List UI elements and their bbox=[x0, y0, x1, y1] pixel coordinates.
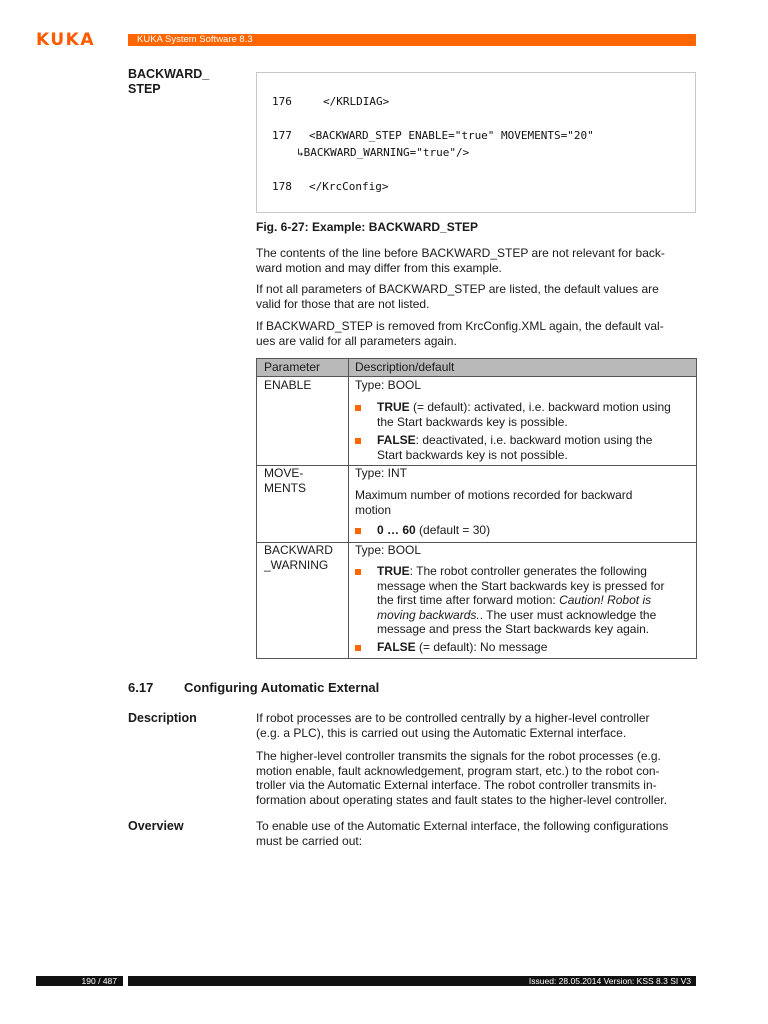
paragraph bbox=[256, 246, 696, 275]
paragraph-line: ues are valid for all parameters again. bbox=[256, 333, 457, 348]
param-name-movements bbox=[264, 466, 306, 495]
value-text: message when the Start backwards key is pressed for bbox=[377, 578, 665, 593]
value-text: (= default): No message bbox=[415, 640, 548, 654]
header-title: KUKA System Software 8.3 bbox=[137, 34, 253, 45]
code-line-text: <BACKWARD_STEP ENABLE="true" MOVEMENTS="20" bbox=[309, 129, 594, 142]
value-text: (default = 30) bbox=[415, 523, 491, 537]
paragraph-line: valid for those that are not listed. bbox=[256, 296, 430, 311]
description-line: Maximum number of motions recorded for backward bbox=[355, 488, 633, 502]
param-name-backward-warning bbox=[264, 543, 333, 572]
paragraph-line: ward motion and may differ from this example. bbox=[256, 260, 502, 275]
parameter-table bbox=[256, 358, 697, 659]
paragraph-line: To enable use of the Automatic External interface, the following configurations bbox=[256, 819, 669, 833]
value-text: : deactivated, i.e. backward motion using the bbox=[415, 433, 653, 447]
message-text: Caution! Robot is bbox=[559, 593, 652, 607]
value-text: the first time after forward motion: bbox=[377, 593, 560, 607]
value-keyword: FALSE bbox=[377, 640, 416, 654]
code-line-number: 176 bbox=[272, 95, 292, 108]
paragraph-line: If not all parameters of BACKWARD_STEP are listed, the default values are bbox=[256, 282, 659, 296]
paragraph-line: motion enable, fault acknowledgement, program start, etc.) to the robot con- bbox=[256, 763, 660, 778]
param-description bbox=[355, 488, 690, 517]
code-line-text: </KrcConfig> bbox=[309, 180, 389, 193]
page-number: 190 / 487 bbox=[36, 976, 123, 986]
value-keyword: TRUE bbox=[377, 400, 410, 414]
value-keyword: TRUE bbox=[377, 564, 410, 578]
bullet-icon bbox=[355, 405, 361, 411]
bullet-icon bbox=[355, 528, 361, 534]
code-line-number: 178 bbox=[272, 180, 292, 193]
param-name-line: _WARNING bbox=[264, 557, 329, 572]
side-label-line1: BACKWARD_ bbox=[128, 67, 210, 81]
message-text: moving backwards. bbox=[377, 607, 480, 622]
table-header-parameter: Parameter bbox=[264, 360, 321, 374]
table-header-description: Description/default bbox=[355, 360, 455, 374]
paragraph bbox=[256, 711, 696, 740]
value-text: the Start backwards key is possible. bbox=[377, 414, 568, 429]
side-label-backward-step bbox=[128, 67, 209, 97]
issue-info: Issued: 28.05.2014 Version: KSS 8.3 SI V3 bbox=[128, 976, 696, 986]
value-text: message and press the Start backwards key again. bbox=[377, 622, 650, 636]
table-divider bbox=[348, 359, 349, 658]
paragraph-line: formation about operating states and fault states to the higher-level controller. bbox=[256, 792, 667, 807]
param-type: Type: BOOL bbox=[355, 543, 422, 557]
value-keyword: FALSE bbox=[377, 433, 416, 447]
paragraph-line: If BACKWARD_STEP is removed from KrcConfig.XML again, the default val- bbox=[256, 319, 664, 333]
code-line-continuation: ↳BACKWARD_WARNING="true"/> bbox=[297, 146, 470, 159]
param-type: Type: INT bbox=[355, 466, 408, 480]
value-keyword: 0 … 60 bbox=[377, 523, 416, 537]
header-title-bar bbox=[128, 34, 696, 46]
param-name-line: BACKWARD bbox=[264, 543, 333, 557]
side-label-overview: Overview bbox=[128, 819, 184, 833]
paragraph-line: troller via the Automatic External interface. The robot controller transmits in- bbox=[256, 778, 657, 792]
paragraph bbox=[256, 819, 696, 848]
value-text: : The robot controller generates the following bbox=[409, 564, 647, 578]
side-label-description: Description bbox=[128, 711, 197, 725]
description-line: motion bbox=[355, 502, 392, 517]
figure-caption: Fig. 6-27: Example: BACKWARD_STEP bbox=[256, 220, 479, 234]
paragraph bbox=[256, 749, 696, 807]
bullet-icon bbox=[355, 645, 361, 651]
paragraph bbox=[256, 282, 696, 311]
kuka-logo: KUKA bbox=[36, 30, 96, 50]
paragraph-line: must be carried out: bbox=[256, 833, 363, 848]
side-label-line2: STEP bbox=[128, 82, 161, 96]
paragraph-line: The higher-level controller transmits the signals for the robot processes (e.g. bbox=[256, 749, 661, 763]
code-line-number: 177 bbox=[272, 129, 292, 142]
section-number: 6.17 bbox=[128, 680, 154, 695]
bullet-icon bbox=[355, 569, 361, 575]
param-name-line: MOVE- bbox=[264, 466, 304, 480]
param-type: Type: BOOL bbox=[355, 378, 422, 392]
paragraph-line: If robot processes are to be controlled centrally by a higher-level controller bbox=[256, 711, 650, 725]
code-example-box bbox=[256, 72, 696, 213]
bullet-icon bbox=[355, 438, 361, 444]
param-name-line: MENTS bbox=[264, 480, 306, 495]
value-text: . The user must acknowledge the bbox=[479, 607, 657, 622]
section-title: Configuring Automatic External bbox=[184, 680, 380, 695]
paragraph-line: (e.g. a PLC), this is carried out using the Automatic External interface. bbox=[256, 725, 627, 740]
value-text: (= default): activated, i.e. backward motion using bbox=[409, 400, 671, 414]
param-name-enable: ENABLE bbox=[264, 378, 312, 392]
value-text: Start backwards key is not possible. bbox=[377, 447, 568, 462]
paragraph-line: The contents of the line before BACKWARD_STEP are not relevant for back- bbox=[256, 246, 665, 260]
paragraph bbox=[256, 319, 696, 348]
code-line-text: </KRLDIAG> bbox=[323, 95, 390, 108]
table-header bbox=[257, 359, 696, 377]
